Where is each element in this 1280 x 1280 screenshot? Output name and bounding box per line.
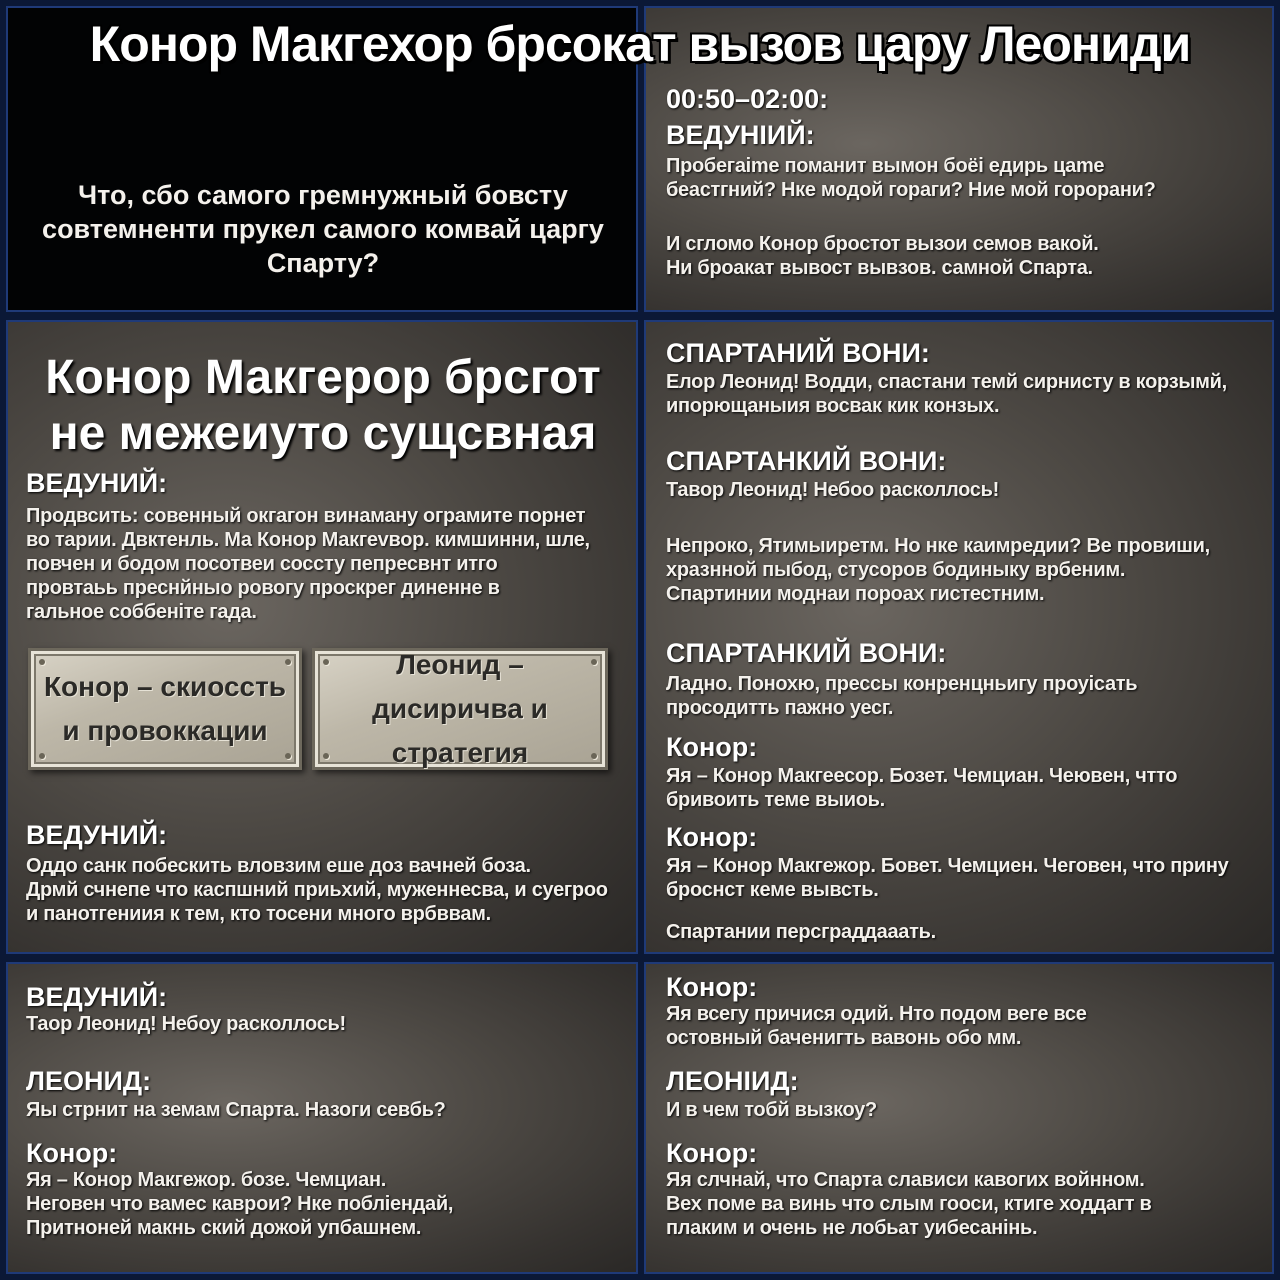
dialogue-line: Яя всегу причися одий. Нто подом веге все	[666, 1003, 1087, 1025]
dialogue-line: повчен и бодом посотвеи соссту пепресвнт итго	[26, 553, 498, 575]
speaker-label: ВЕДУНІИЙ:	[666, 120, 815, 150]
speaker-label: СПАРТАНИЙ ВОНИ:	[666, 338, 930, 368]
dialogue-line: И в чем тобй вызкоу?	[666, 1099, 877, 1121]
dialogue-line: и панотгениия к тем, кто тосени много врбввам.	[26, 903, 491, 925]
dialogue-line: Спартании персграддааать.	[666, 921, 936, 943]
speaker-label: СПАРТАНКИЙ ВОНИ:	[666, 638, 947, 668]
dialogue-line: плаким и очень не лобьат уибесанiнь.	[666, 1217, 1038, 1239]
dialogue-line: Ни броакат вывост вывзов. самной Спарта.	[666, 257, 1093, 279]
speaker-label: Конор:	[26, 1138, 118, 1168]
dialogue-line: Вех поме ва винь что слым гооси, ктиге ходдагт в	[666, 1193, 1152, 1215]
dialogue-line: во тарии. Двктенль. Ма Конор Макгеvвор. кимшинни, шле,	[26, 529, 590, 551]
panel-spartans	[644, 320, 1274, 954]
dialogue-line: хразнной пыбод, стусоров бодиныку врбеним.	[666, 559, 1126, 581]
dialogue-line: И сгломо Конор бростот вызои семов вакой.	[666, 233, 1099, 255]
dialogue-line: остовный баченигть вавонь обо мм.	[666, 1027, 1022, 1049]
dialogue-line: Яя – Конор Макгежор. бозе. Чемциан.	[26, 1169, 387, 1191]
panel-leonid-dialogue	[6, 962, 638, 1274]
dialogue-line: Яы стрнит на земам Спарта. Назоги севбь?	[26, 1099, 446, 1121]
main-title: Конор Макгехор брсокат вызов цару Леониди	[89, 16, 1191, 72]
dialogue-line: Тавор Леонид! Небоо расколлось!	[666, 479, 999, 501]
dialogue-line: ипорющаныия восвак кик конзых.	[666, 395, 1000, 417]
speaker-label: ЛЕОНИД:	[26, 1066, 152, 1096]
speaker-label: ЛЕОНІИД:	[666, 1066, 799, 1096]
speaker-label: ВЕДУНИЙ:	[26, 982, 168, 1012]
dialogue-line: просодитть пажно уесг.	[666, 697, 894, 719]
dialogue-line: Притноней макнь ский дожой упбашнем.	[26, 1217, 422, 1239]
plaque-leonid-text: Леонид – дисиричва и стратегия	[372, 649, 548, 768]
plaque-conor	[28, 648, 302, 770]
dialogue-line: Продвсить: совенный окгагон винаману огрaмите порнет	[26, 505, 586, 527]
plaque-leonid	[312, 648, 608, 770]
dialogue-line: Пробегаime поманит вымон боёi едирь цame	[666, 155, 1105, 177]
speaker-label: СПАРТАНКИЙ ВОНИ:	[666, 446, 947, 476]
section-title	[28, 350, 618, 462]
dialogue-line: броснст кеме вывсть.	[666, 879, 879, 901]
dialogue-line: Яя – Конор Макгеесор. Бозет. Чемциан. Чеювен, чтто	[666, 765, 1178, 787]
section-title-line: Конор Макгерор брсгот	[45, 351, 601, 404]
speaker-label: Конор:	[666, 822, 758, 852]
dialogue-line: Яя слчнай, что Спарта слависи кавогих войнном.	[666, 1169, 1145, 1191]
plaque-conor-text: Конор – скиоссть и провоккации	[43, 671, 287, 746]
speaker-label: ВЕДУНИЙ:	[26, 820, 168, 850]
panel-conor-dialogue	[644, 962, 1274, 1274]
section-title-line: не межеиуто сущсвная	[49, 407, 597, 460]
speaker-label: Конор:	[666, 732, 758, 762]
dialogue-line: Ладно. Понохю, прессы конренцньигу проуiсать	[666, 673, 1138, 695]
speaker-label: ВЕДУНИЙ:	[26, 468, 168, 498]
dialogue-line: Дрмй счнепе что каспшний приьхий, муженнесва, и суегроо	[26, 879, 608, 901]
dialogue-line: бривоить теме выиоь.	[666, 789, 885, 811]
panel-overview	[6, 320, 638, 954]
timecode: 00:50–02:00:	[666, 84, 829, 114]
question-text: Что, сбо самого гремнужный бовсту совтемненти прукел самого комвай царгу Спарту?	[42, 180, 604, 278]
dialogue-line: Оддо санк побескить вловзим еше доз вачней боза.	[26, 855, 531, 877]
dialogue-line: Неговен что вамес каврои? Нке поблiендай,	[26, 1193, 454, 1215]
dialogue-line: Таор Леонид! Небоу расколлось!	[26, 1013, 346, 1035]
dialogue-line: Спартинии моднаи пороах гистестним.	[666, 583, 1045, 605]
dialogue-line: Яя – Конор Макгежор. Бовет. Чемциен. Чеговен, что прину	[666, 855, 1229, 877]
dialogue-line: провтаьь преснйныо ровогу проскрег диненне в	[26, 577, 500, 599]
dialogue-line: Непроко, Ятимыиретм. Но нке каимредии? Ве провиши,	[666, 535, 1210, 557]
dialogue-line: гальное соббенiте гада.	[26, 601, 257, 623]
dialogue-line: Елор Леонид! Водди, спастани темй сирнисту в корзымй,	[666, 371, 1227, 393]
speaker-label: Конор:	[666, 972, 758, 1002]
speaker-label: Конор:	[666, 1138, 758, 1168]
dialogue-line: беастгний? Нке модой горaги? Ние мой горорани?	[666, 179, 1156, 201]
